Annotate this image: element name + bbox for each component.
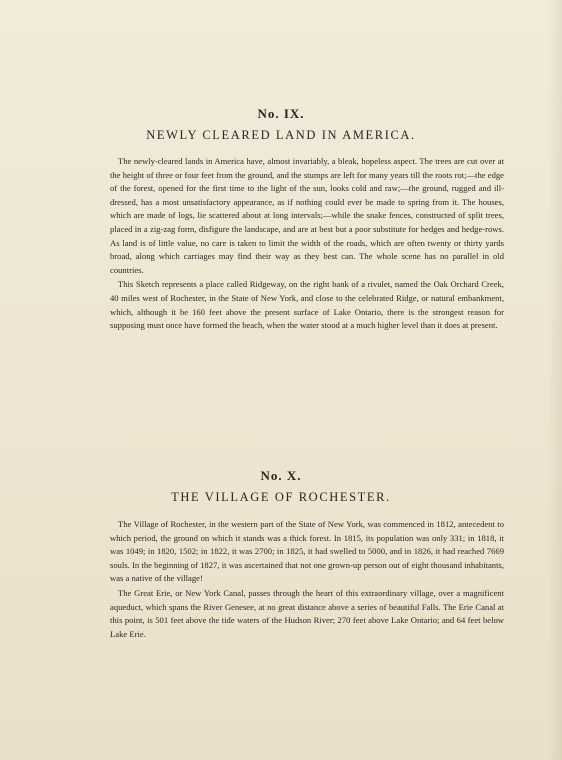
section-ix-number: No. IX. [257, 106, 305, 121]
section-x-paragraph-2: The Great Erie, or New York Canal, passes through the heart of this extraordinary village, over a magnificent aqueduct, which spans the River Genesee, at no great distance above a series of beautiful Falls. The Erie Canal at this point, is 501 feet above the tide waters of the Hudson River; 270 feet above Lake Ontario; and 64 feet below Lake Erie. [110, 587, 504, 639]
section-x-number: No. X. [260, 468, 302, 483]
section-ix-title: NEWLY CLEARED LAND IN AMERICA. [146, 128, 416, 142]
section-x-body [110, 518, 504, 641]
section-ix-body [110, 155, 504, 333]
section-x-title: THE VILLAGE OF ROCHESTER. [171, 490, 391, 504]
section-ix-paragraph-1: The newly-cleared lands in America have, almost invariably, a bleak, hopeless aspect. The trees are cut over at the height of three or four feet from the ground, and the stumps are left for many years till the roots rot;—the edge of the forest, opened for the first time to the light of the sun, looks cold and raw;—the ground, rugged and ill-dressed, has a most unsatisfactory appearance, as if nothing could ever be made to spring from it. The houses, which are made of logs, lie scattered about at long intervals;—while the snake fences, constructed of split trees, placed in a zig-zag form, disfigure the landscape, and are at best but a poor substitute for hedges and hedge-rows. As land is of little value, no care is taken to limit the width of the roads, which are often twenty or thirty yards broad, along which carriages may find their way as they best can. The whole scene has no parallel in old countries. [110, 156, 504, 275]
section-x-paragraph-1: The Village of Rochester, in the western part of the State of New York, was commenced in 1812, antecedent to which period, the ground on which it stands was a thick forest. In 1815, its population was only 331; in 1818, it was 1049; in 1820, 1502; in 1822, it was 2700; in 1825, it had swelled to 5000, and in 1826, it had reached 7669 souls. In the beginning of 1827, it was ascertained that not one grown-up person out of eight thousand inhabitants, was a native of the village! [110, 519, 504, 584]
section-ix-paragraph-2: This Sketch represents a place called Ridgeway, on the right bank of a rivulet, named the Oak Orchard Creek, 40 miles west of Rochester, in the State of New York, and close to the celebrated Ridge, or natural embankment, which, although it be 160 feet above the present surface of Lake Ontario, there is the strongest reason for supposing must once have formed the beach, when the water stood at a much higher level than it does at present. [110, 279, 504, 331]
